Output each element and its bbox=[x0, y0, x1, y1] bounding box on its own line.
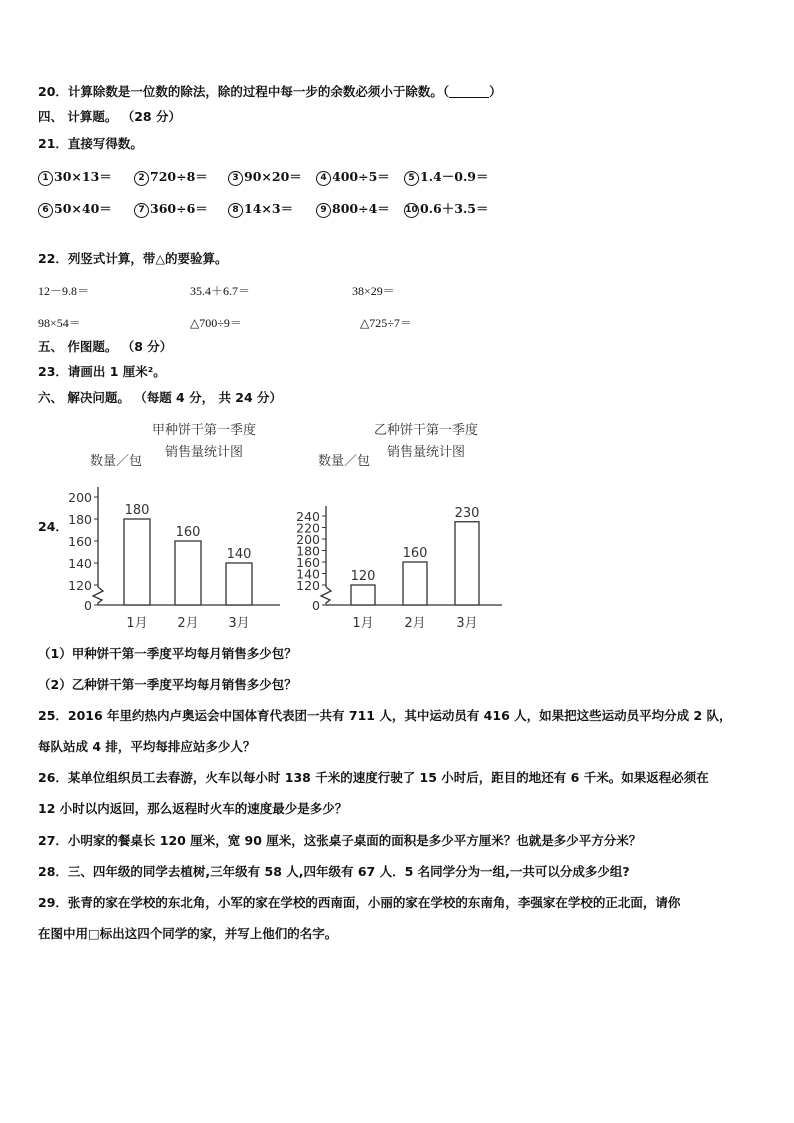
y-tick-label: 220 bbox=[296, 520, 320, 536]
x-category-label: 1月 bbox=[126, 616, 148, 631]
oral-calc-item bbox=[316, 199, 390, 218]
y-tick-label: 160 bbox=[296, 555, 320, 570]
x-category-label: 1月 bbox=[352, 616, 374, 631]
oral-calc-expression: 360÷6＝ bbox=[150, 201, 208, 216]
question-20-close: ） bbox=[489, 84, 502, 99]
question-20 bbox=[38, 84, 502, 100]
axis-break-zigzag bbox=[321, 587, 331, 605]
section-6-heading: 六、 解决问题。 （每题 4 分， 共 24 分） bbox=[38, 390, 283, 405]
bar bbox=[351, 585, 375, 605]
bar bbox=[124, 519, 150, 605]
oral-calc-expression: 0.6＋3.5＝ bbox=[420, 201, 489, 216]
y-tick-label: 120 bbox=[296, 578, 320, 593]
section-4-heading: 四、 计算题。 （28 分） bbox=[38, 109, 181, 124]
vertical-calc-item: 38×29＝ bbox=[352, 284, 395, 298]
y-tick-label: 0 bbox=[312, 598, 320, 613]
bar-value-label: 120 bbox=[350, 569, 376, 584]
x-category-label: 3月 bbox=[456, 616, 478, 631]
item-number-circle: 4 bbox=[316, 171, 331, 186]
question-26-line-1: 26．某单位组织员工去春游，火车以每小时 138 千米的速度行驶了 15 小时后，距目的地还有 6 千米。如果返程必须在 bbox=[38, 770, 709, 785]
item-number-circle: 2 bbox=[134, 171, 149, 186]
question-26-line-2: 12 小时以内返回，那么返程时火车的速度最少是多少？ bbox=[38, 801, 348, 816]
question-24-part-1: （1）甲种饼干第一季度平均每月销售多少包？ bbox=[38, 646, 297, 661]
oral-calc-item bbox=[404, 167, 489, 186]
oral-calc-expression: 90×20＝ bbox=[244, 169, 302, 184]
axis-break-zigzag bbox=[93, 587, 103, 605]
item-number-circle: 8 bbox=[228, 203, 243, 218]
y-tick-label: 140 bbox=[68, 556, 92, 571]
y-tick-label: 140 bbox=[296, 566, 320, 582]
bar bbox=[175, 541, 201, 605]
oral-calc-item bbox=[38, 199, 112, 218]
item-number-circle: 7 bbox=[134, 203, 149, 218]
bar bbox=[455, 522, 479, 605]
y-tick-label: 200 bbox=[296, 532, 320, 547]
oral-calc-expression: 400÷5＝ bbox=[332, 169, 390, 184]
chart-title: 乙种饼干第一季度 bbox=[373, 423, 479, 438]
y-tick-label: 240 bbox=[296, 509, 320, 524]
oral-calc-item bbox=[228, 167, 302, 186]
bar-value-label: 140 bbox=[226, 547, 252, 562]
question-28: 28．三、四年级的同学去植树,三年级有 58 人,四年级有 67 人．5 名同学分为一组,一共可以分成多少组? bbox=[38, 864, 630, 879]
item-number-circle: 10 bbox=[404, 203, 419, 218]
answer-blank[interactable] bbox=[449, 85, 489, 98]
y-axis-label: 数量／包 bbox=[318, 454, 371, 469]
section-5-heading: 五、 作图题。 （8 分） bbox=[38, 339, 173, 354]
bar-value-label: 180 bbox=[124, 503, 150, 518]
bar-value-label: 160 bbox=[402, 546, 428, 561]
vertical-calc-item: △725÷7＝ bbox=[360, 316, 412, 330]
y-axis-label: 数量／包 bbox=[90, 454, 143, 469]
oral-calc-item bbox=[134, 199, 208, 218]
vertical-calc-item: 35.4＋6.7＝ bbox=[190, 284, 251, 298]
oral-calc-expression: 14×3＝ bbox=[244, 201, 294, 216]
vertical-calc-item: △700÷9＝ bbox=[190, 316, 242, 330]
bar bbox=[226, 563, 252, 605]
vertical-calc-item: 12－9.8＝ bbox=[38, 284, 90, 298]
question-22-title: 22．列竖式计算，带△的要验算。 bbox=[38, 251, 228, 266]
oral-calc-expression: 1.4－0.9＝ bbox=[420, 169, 489, 184]
question-24-label: 24． bbox=[38, 519, 68, 534]
item-number-circle: 6 bbox=[38, 203, 53, 218]
question-25-line-1: 25．2016 年里约热内卢奥运会中国体育代表团一共有 711 人，其中运动员有 416 人，如果把这些运动员平均分成 2 队， bbox=[38, 708, 732, 723]
x-category-label: 2月 bbox=[177, 616, 199, 631]
y-tick-label: 180 bbox=[296, 543, 320, 559]
bar-value-label: 160 bbox=[175, 525, 201, 540]
question-27: 27．小明家的餐桌长 120 厘米，宽 90 厘米，这张桌子桌面的面积是多少平方厘米？也就是多少平方分米？ bbox=[38, 833, 642, 848]
oral-calc-item bbox=[228, 199, 293, 218]
vertical-calc-item: 98×54＝ bbox=[38, 316, 81, 330]
y-tick-label: 0 bbox=[84, 598, 92, 613]
oral-calc-item bbox=[316, 167, 390, 186]
oral-calc-expression: 30×13＝ bbox=[54, 169, 112, 184]
x-category-label: 2月 bbox=[404, 616, 426, 631]
oral-calc-item bbox=[38, 167, 112, 186]
question-21-title: 21．直接写得数。 bbox=[38, 136, 143, 151]
chart-jia-biscuit-sales bbox=[62, 410, 282, 635]
chart-title: 销售量统计图 bbox=[164, 445, 244, 460]
y-tick-label: 180 bbox=[68, 512, 92, 527]
question-23: 23．请画出 1 厘米²。 bbox=[38, 364, 166, 379]
x-category-label: 3月 bbox=[228, 616, 250, 631]
oral-calc-item bbox=[404, 199, 489, 218]
question-29-line-1: 29．张青的家在学校的东北角，小军的家在学校的西南面，小丽的家在学校的东南角，李强家在学校的正北面，请你 bbox=[38, 895, 681, 910]
question-25-line-2: 每队站成 4 排，平均每排应站多少人？ bbox=[38, 739, 256, 754]
item-number-circle: 5 bbox=[404, 171, 419, 186]
chart-title: 销售量统计图 bbox=[386, 445, 466, 460]
y-tick-label: 160 bbox=[68, 534, 92, 549]
bar-value-label: 230 bbox=[454, 505, 480, 521]
bar bbox=[403, 562, 427, 605]
y-tick-label: 200 bbox=[68, 490, 92, 505]
question-20-text: 20．计算除数是一位数的除法，除的过程中每一步的余数必须小于除数。（ bbox=[38, 84, 450, 99]
oral-calc-expression: 50×40＝ bbox=[54, 201, 112, 216]
y-tick-label: 120 bbox=[68, 578, 92, 593]
chart-title: 甲种饼干第一季度 bbox=[151, 423, 257, 438]
oral-calc-item bbox=[134, 167, 208, 186]
chart-yi-biscuit-sales bbox=[290, 410, 520, 635]
oral-calc-expression: 800÷4＝ bbox=[332, 201, 390, 216]
question-24-part-2: （2）乙种饼干第一季度平均每月销售多少包？ bbox=[38, 677, 297, 692]
item-number-circle: 9 bbox=[316, 203, 331, 218]
item-number-circle: 1 bbox=[38, 171, 53, 186]
question-29-line-2: 在图中用□标出这四个同学的家，并写上他们的名字。 bbox=[38, 926, 338, 941]
item-number-circle: 3 bbox=[228, 171, 243, 186]
oral-calc-expression: 720÷8＝ bbox=[150, 169, 208, 184]
